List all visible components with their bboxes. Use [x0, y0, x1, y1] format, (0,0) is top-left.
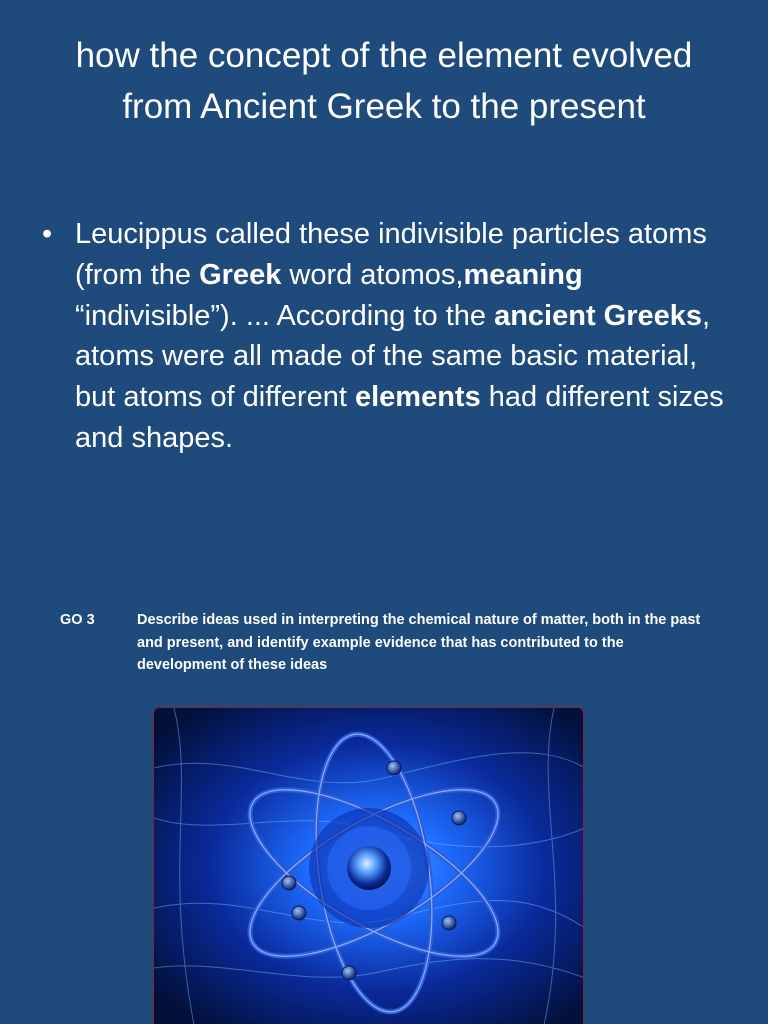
outcome-code: GO 3: [60, 612, 95, 628]
bullet-segment: word atomos,: [281, 258, 464, 291]
outcome-description: Describe ideas used in interpreting the chemical nature of matter, both in the past and present, and identify example evidence that has contributed to the development of these ideas: [137, 612, 701, 673]
slide-title: how the concept of the element evolved from Ancient Greek to the present: [75, 36, 693, 126]
atom-illustration: [153, 707, 584, 1024]
general-outcome: [60, 609, 720, 677]
bullet-emphasis: elements: [354, 381, 481, 414]
bullet-segment: , atoms were all made of the same basic material, but atoms of different: [75, 299, 711, 414]
bullet-point: [42, 214, 732, 459]
bullet-segment: Leucippus called these indivisible particles atoms (from the: [75, 218, 707, 291]
bullet-emphasis: ancient Greeks: [494, 299, 703, 332]
bullet-text: [75, 214, 732, 459]
bullet-segment: “indivisible”). ... According to the: [75, 299, 495, 332]
bullet-emphasis: Greek: [199, 258, 282, 291]
bullet-marker: •: [42, 218, 53, 250]
bullet-segment: had different sizes and shapes.: [75, 381, 724, 454]
bullet-emphasis: meaning: [463, 258, 583, 291]
atom-icon: [154, 708, 584, 1024]
